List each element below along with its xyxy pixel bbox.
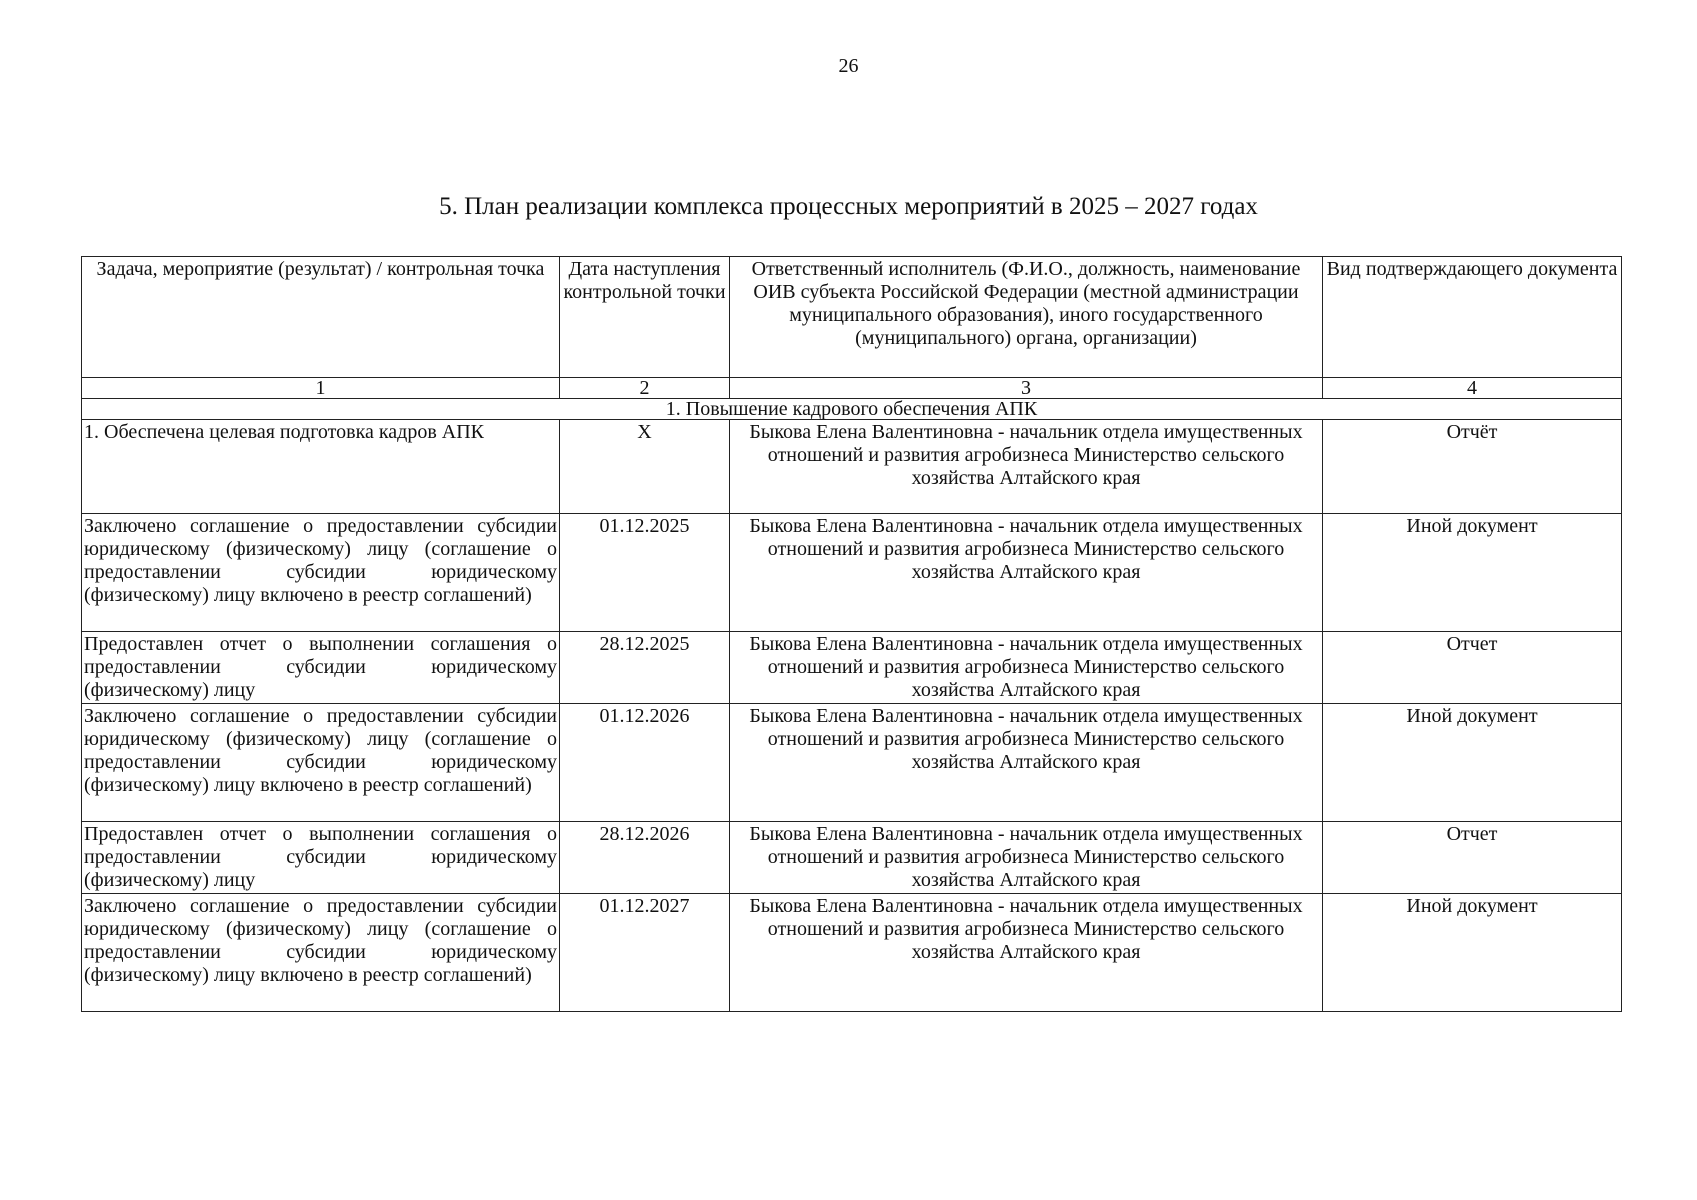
section-title: 1. Повышение кадрового обеспечения АПК (82, 399, 1622, 420)
header-responsible: Ответственный исполнитель (Ф.И.О., должность, наименование ОИВ субъекта Российской Федерации (местной администрации муниципального образования), иного государственного (муниципального) органа, организации) (730, 257, 1323, 378)
document-cell: Отчет (1323, 822, 1622, 894)
responsible-cell: Быкова Елена Валентиновна - начальник отдела имущественных отношений и развития агробизнеса Министерство сельского хозяйства Алтайского края (730, 420, 1323, 514)
date-cell: 28.12.2025 (560, 632, 730, 704)
table-row (82, 704, 1622, 822)
table-row (82, 514, 1622, 632)
task-cell: Предоставлен отчет о выполнении соглашения о предоставлении субсидии юридическому (физическому) лицу (82, 822, 560, 894)
document-cell: Отчет (1323, 632, 1622, 704)
task-cell: Заключено соглашение о предоставлении субсидии юридическому (физическому) лицу (соглашение о предоставлении субсидии юридическому (физическому) лицу включено в реестр соглашений) (82, 514, 560, 632)
document-cell: Иной документ (1323, 894, 1622, 1012)
document-cell: Иной документ (1323, 704, 1622, 822)
date-cell: 01.12.2026 (560, 704, 730, 822)
column-number: 3 (730, 378, 1323, 399)
plan-table (81, 256, 1622, 1012)
page-title: 5. План реализации комплекса процессных мероприятий в 2025 – 2027 годах (439, 193, 1258, 220)
column-number: 4 (1323, 378, 1622, 399)
table-row (82, 632, 1622, 704)
document-cell: Отчёт (1323, 420, 1622, 514)
date-cell: 28.12.2026 (560, 822, 730, 894)
responsible-cell: Быкова Елена Валентиновна - начальник отдела имущественных отношений и развития агробизнеса Министерство сельского хозяйства Алтайского края (730, 632, 1323, 704)
header-task: Задача, мероприятие (результат) / контрольная точка (82, 257, 560, 378)
task-cell: Предоставлен отчет о выполнении соглашения о предоставлении субсидии юридическому (физическому) лицу (82, 632, 560, 704)
table-row (82, 822, 1622, 894)
table-header-row (82, 257, 1622, 378)
table-row (82, 420, 1622, 514)
responsible-cell: Быкова Елена Валентиновна - начальник отдела имущественных отношений и развития агробизнеса Министерство сельского хозяйства Алтайского края (730, 514, 1323, 632)
section-row (82, 399, 1622, 420)
responsible-cell: Быкова Елена Валентиновна - начальник отдела имущественных отношений и развития агробизнеса Министерство сельского хозяйства Алтайского края (730, 704, 1323, 822)
column-number: 1 (82, 378, 560, 399)
document-cell: Иной документ (1323, 514, 1622, 632)
date-cell: 01.12.2025 (560, 514, 730, 632)
header-document: Вид подтверждающего документа (1323, 257, 1622, 378)
responsible-cell: Быкова Елена Валентиновна - начальник отдела имущественных отношений и развития агробизнеса Министерство сельского хозяйства Алтайского края (730, 894, 1323, 1012)
responsible-cell: Быкова Елена Валентиновна - начальник отдела имущественных отношений и развития агробизнеса Министерство сельского хозяйства Алтайского края (730, 822, 1323, 894)
page-number: 26 (838, 55, 859, 77)
task-cell: Заключено соглашение о предоставлении субсидии юридическому (физическому) лицу (соглашение о предоставлении субсидии юридическому (физическому) лицу включено в реестр соглашений) (82, 704, 560, 822)
task-cell: 1. Обеспечена целевая подготовка кадров АПК (82, 420, 560, 514)
table-row (82, 894, 1622, 1012)
column-number: 2 (560, 378, 730, 399)
date-cell: X (560, 420, 730, 514)
column-number-row (82, 378, 1622, 399)
date-cell: 01.12.2027 (560, 894, 730, 1012)
task-cell: Заключено соглашение о предоставлении субсидии юридическому (физическому) лицу (соглашение о предоставлении субсидии юридическому (физическому) лицу включено в реестр соглашений) (82, 894, 560, 1012)
header-date: Дата наступления контрольной точки (560, 257, 730, 378)
